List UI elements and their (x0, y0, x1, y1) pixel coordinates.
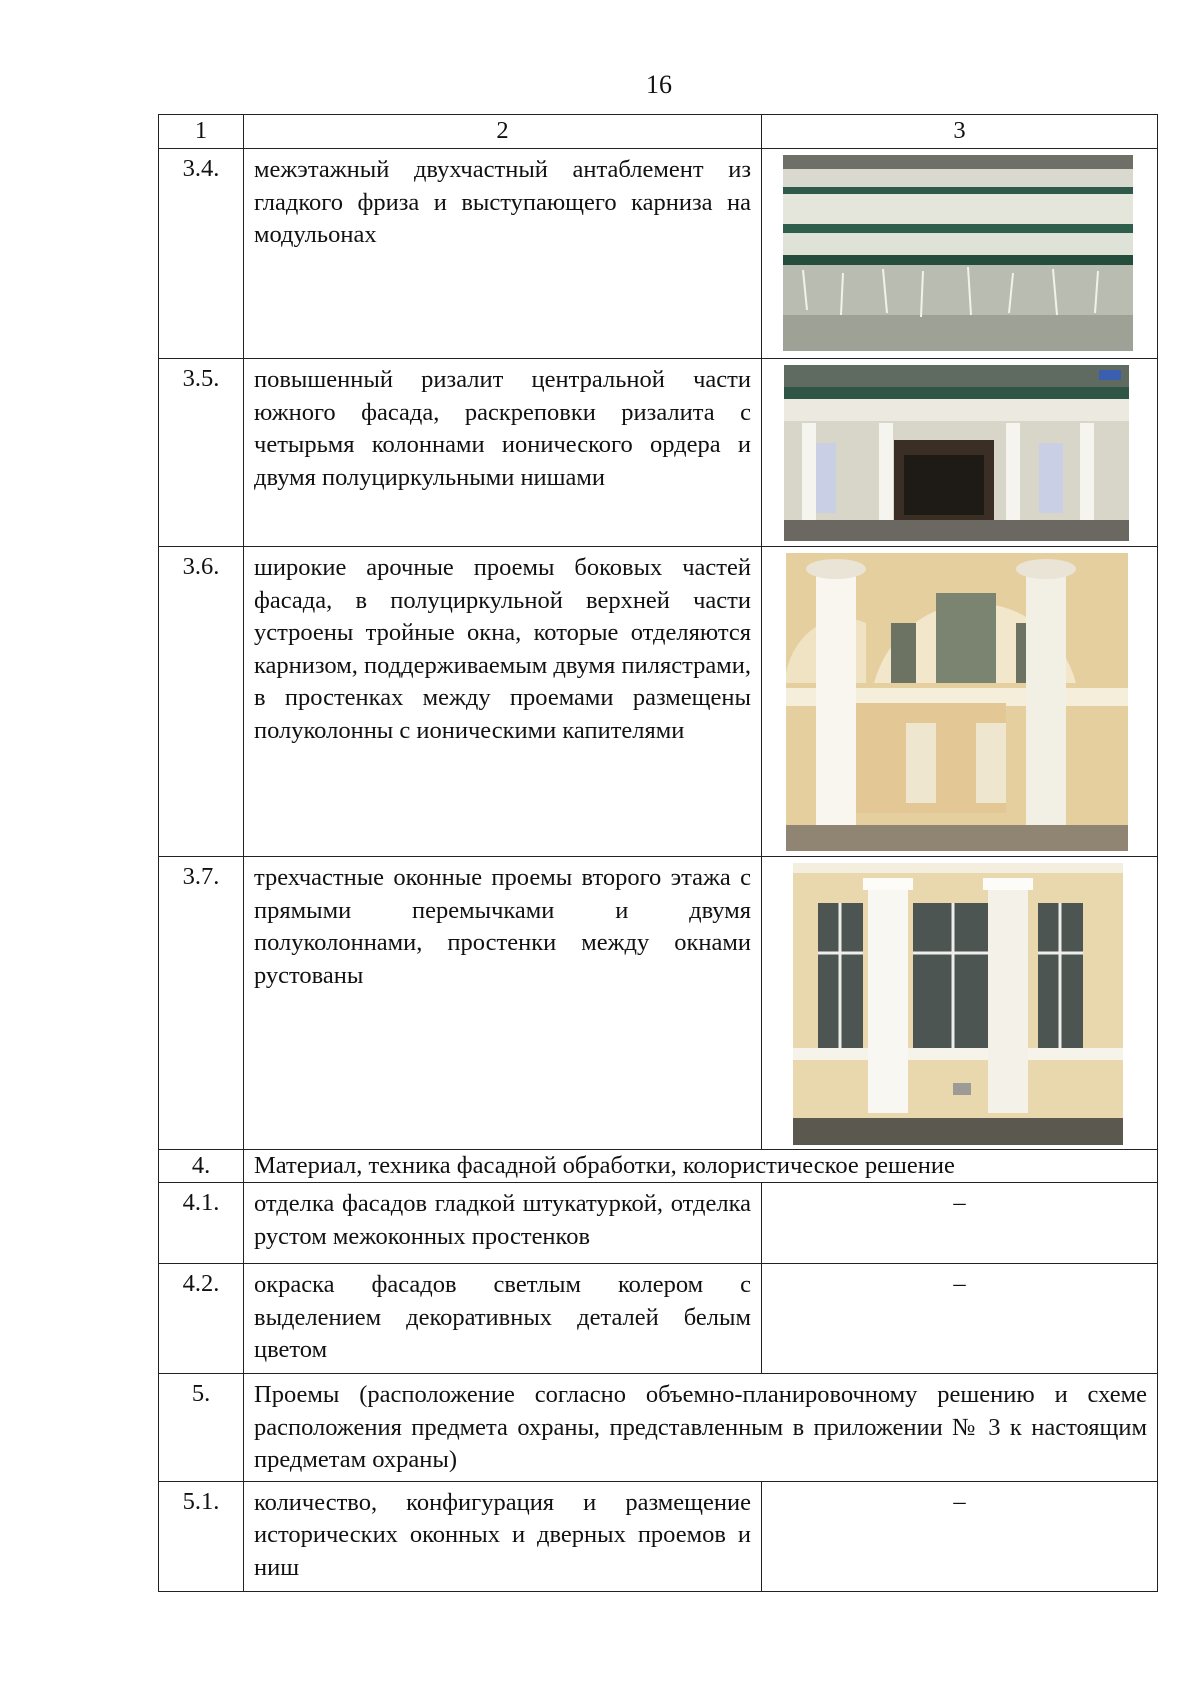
row-number: 5.1. (159, 1481, 244, 1591)
row-photo-cell (762, 149, 1158, 359)
table-row (159, 359, 1158, 547)
table-header-row (159, 115, 1158, 149)
photo-entablature (783, 155, 1133, 351)
row-value: – (762, 1183, 1158, 1264)
row-number: 3.5. (159, 359, 244, 547)
table-row (159, 149, 1158, 359)
row-description: отделка фасадов гладкой штукатуркой, отделка рустом межоконных простенков (244, 1183, 762, 1264)
row-number: 3.7. (159, 857, 244, 1150)
column-header-1: 1 (159, 115, 244, 149)
table-row (159, 1183, 1158, 1264)
row-number: 4.1. (159, 1183, 244, 1264)
table-row (159, 547, 1158, 857)
photo-central-risalit (784, 365, 1129, 541)
row-value: – (762, 1264, 1158, 1374)
section-number: 4. (159, 1150, 244, 1183)
photo-arched-openings (786, 553, 1128, 851)
row-description: повышенный ризалит центральной части южного фасада, раскреповки ризалита с четырьмя колоннами ионического ордера и двумя полуциркульными нишами (244, 359, 762, 547)
row-number: 4.2. (159, 1264, 244, 1374)
row-description: окраска фасадов светлым колером с выделением декоративных деталей белым цветом (244, 1264, 762, 1374)
table-row (159, 1264, 1158, 1374)
section-title: Проемы (расположение согласно объемно-планировочному решению и схеме расположения предмета охраны, представленным в приложении № 3 к настоящим предметам охраны) (244, 1374, 1158, 1482)
row-description: межэтажный двухчастный антаблемент из гладкого фриза и выступающего карниза на модульонах (244, 149, 762, 359)
column-header-3: 3 (762, 115, 1158, 149)
row-description: количество, конфигурация и размещение исторических оконных и дверных проемов и ниш (244, 1481, 762, 1591)
section-title: Материал, техника фасадной обработки, колористическое решение (244, 1150, 1158, 1183)
column-header-2: 2 (244, 115, 762, 149)
table-row (159, 857, 1158, 1150)
section-number: 5. (159, 1374, 244, 1482)
row-number: 3.4. (159, 149, 244, 359)
row-photo-cell (762, 547, 1158, 857)
row-description: трехчастные оконные проемы второго этажа с прямыми перемычками и двумя полуколоннами, простенки между окнами рустованы (244, 857, 762, 1150)
page-number: 16 (646, 70, 672, 99)
photo-triple-windows (793, 863, 1123, 1145)
section-row (159, 1150, 1158, 1183)
row-photo-cell (762, 359, 1158, 547)
protection-subject-table (158, 114, 1158, 1592)
section-row (159, 1374, 1158, 1482)
row-number: 3.6. (159, 547, 244, 857)
row-photo-cell (762, 857, 1158, 1150)
row-value: – (762, 1481, 1158, 1591)
row-description: широкие арочные проемы боковых частей фасада, в полуциркульной верхней части устроены тройные окна, которые отделяются карнизом, поддерживаемым двумя пилястрами, в простенках между проемами размещены полуколонны с ионическими капителями (244, 547, 762, 857)
table-row (159, 1481, 1158, 1591)
